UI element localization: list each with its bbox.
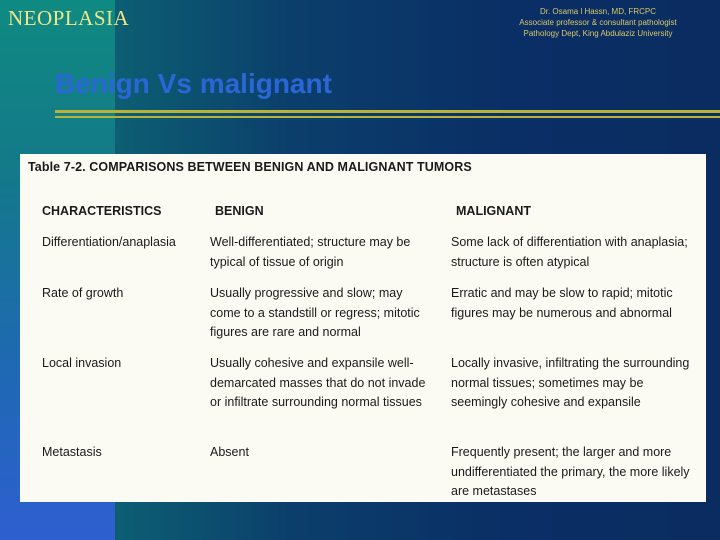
table-caption: Table 7-2. COMPARISONS BETWEEN BENIGN AND MALIGNANT TUMORS xyxy=(28,160,472,174)
cell-malignant: Frequently present; the larger and more undifferentiated the primary, the more likely are metastases xyxy=(451,445,690,498)
author-credit xyxy=(488,6,708,39)
cell-characteristic: Local invasion xyxy=(42,356,122,370)
slide-subtitle: Benign Vs malignant xyxy=(55,68,332,99)
header-benign: BENIGN xyxy=(215,204,264,218)
author-affiliation: Pathology Dept, King Abdulaziz University xyxy=(523,29,673,38)
cell-benign: Usually progressive and slow; may come to a standstill or regress; mitotic figures are rare and normal xyxy=(210,286,420,339)
cell-malignant: Erratic and may be slow to rapid; mitotic figures may be numerous and abnormal xyxy=(451,286,673,320)
slide-title: NEOPLASIA xyxy=(8,6,130,30)
cell-characteristic: Rate of growth xyxy=(42,286,124,300)
author-name: Dr. Osama l Hassn, MD, FRCPC xyxy=(539,7,656,16)
cell-malignant: Some lack of differentiation with anaplasia; structure is often atypical xyxy=(451,235,688,269)
cell-benign: Well-differentiated; structure may be typical of tissue of origin xyxy=(210,235,411,269)
comparison-table xyxy=(20,154,706,502)
cell-benign: Absent xyxy=(210,445,249,459)
author-position: Associate professor & consultant pathologist xyxy=(519,18,677,27)
title-divider xyxy=(55,110,720,120)
cell-malignant: Locally invasive, infiltrating the surrounding normal tissues; sometimes may be seemingly cohesive and expansile xyxy=(451,356,690,409)
header-malignant: MALIGNANT xyxy=(456,204,531,218)
header-characteristics: CHARACTERISTICS xyxy=(42,204,162,218)
cell-benign: Usually cohesive and expansile well-demarcated masses that do not invade or infiltrate surrounding normal tissues xyxy=(210,356,426,409)
cell-characteristic: Metastasis xyxy=(42,445,102,459)
cell-characteristic: Differentiation/anaplasia xyxy=(42,235,176,249)
